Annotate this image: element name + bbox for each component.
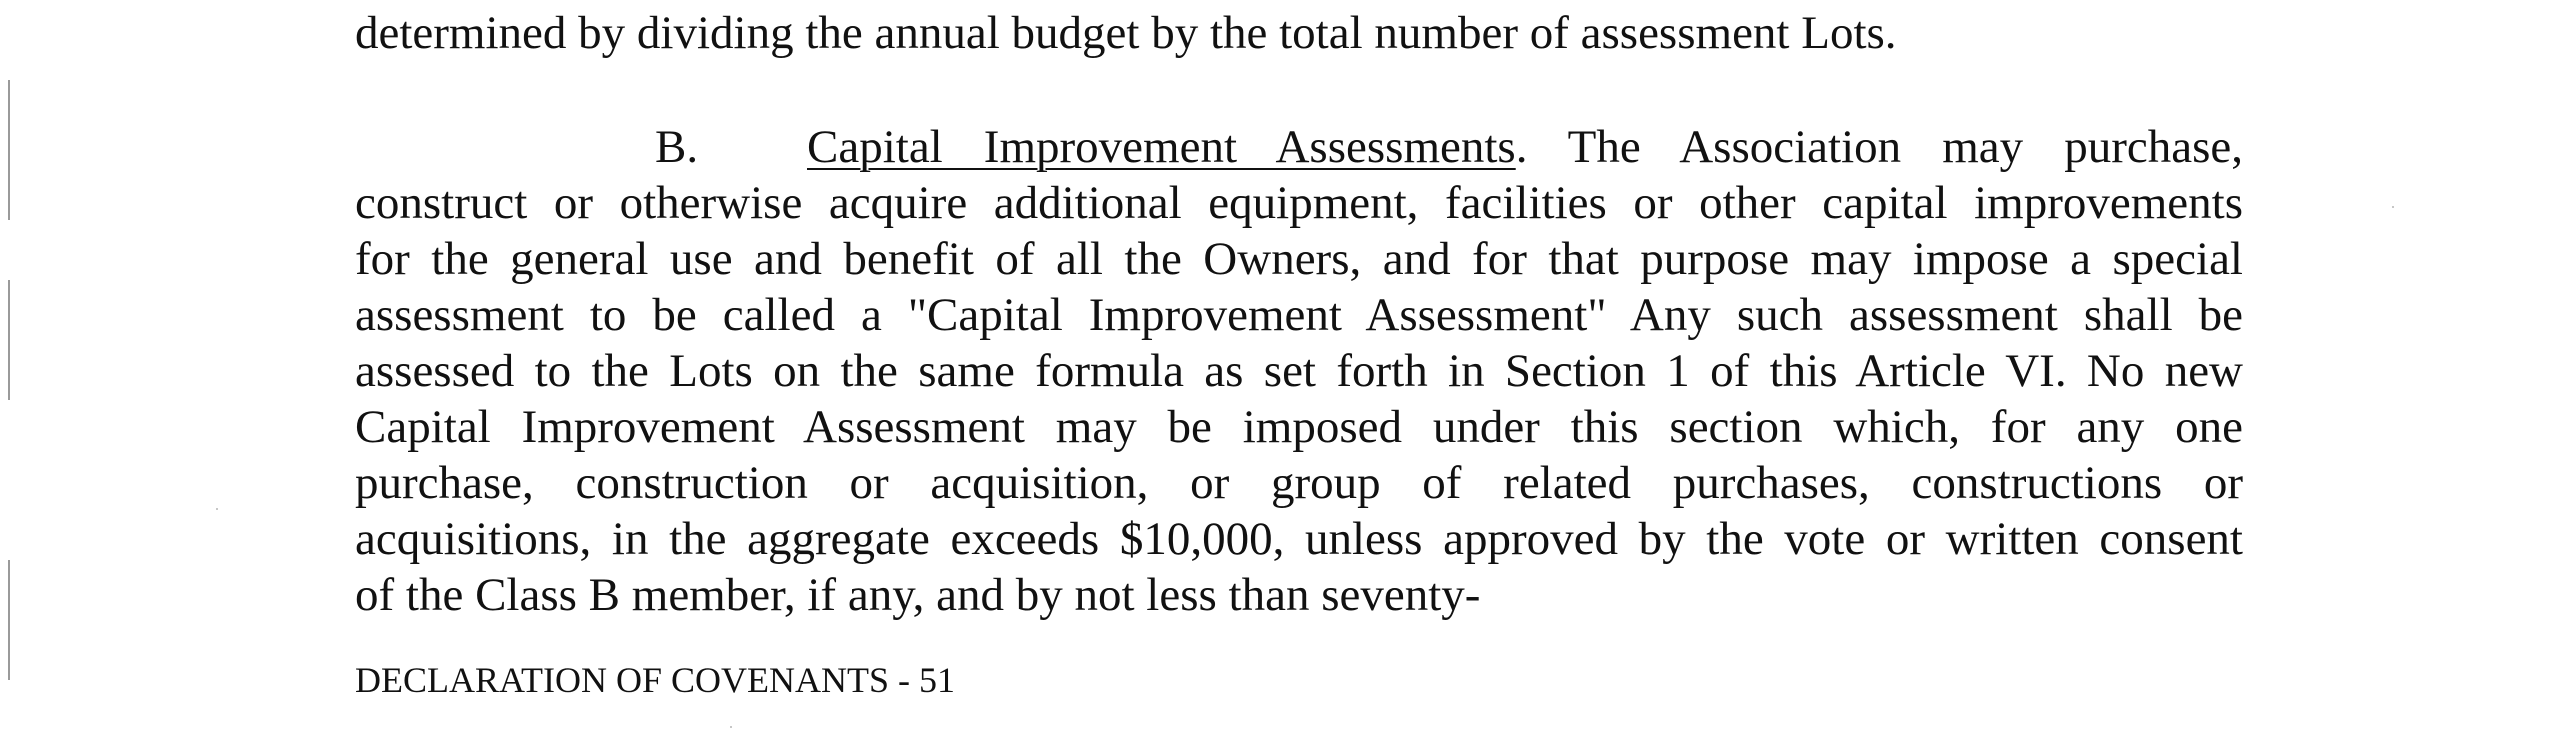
scan-edge-mark <box>8 560 10 680</box>
body-line: assessment to be called a "Capital Improvement Assessment" Any such assessment shall be <box>355 289 2243 341</box>
body-line: purchase, construction or acquisition, or group of related purchases, constructions or <box>355 457 2243 509</box>
scan-speck <box>2392 206 2394 208</box>
body-line: for the general use and benefit of all the Owners, and for that purpose may impose a special <box>355 233 2243 285</box>
body-line: construct or otherwise acquire additional equipment, facilities or other capital improvements <box>355 177 2243 229</box>
page-footer: DECLARATION OF COVENANTS - 51 <box>355 660 955 700</box>
scan-edge-mark <box>8 280 10 400</box>
body-line: Capital Improvement Assessment may be imposed under this section which, for any one <box>355 401 2243 453</box>
section-heading-rest <box>807 119 2243 175</box>
body-line: assessed to the Lots on the same formula as set forth in Section 1 of this Article VI. No new <box>355 345 2243 397</box>
section-heading-tail: . The Association may purchase, <box>1515 121 2243 173</box>
opening-line: determined by dividing the annual budget by the total number of assessment Lots. <box>355 7 1897 59</box>
scan-speck <box>730 726 732 728</box>
scan-speck <box>216 508 218 510</box>
body-line: acquisitions, in the aggregate exceeds $10,000, unless approved by the vote or written consent <box>355 513 2243 565</box>
section-letter: B. <box>655 121 699 173</box>
scan-edge-mark <box>8 80 10 220</box>
section-heading: Capital Improvement Assessments <box>807 121 1516 173</box>
body-last-line: of the Class B member, if any, and by not less than seventy- <box>355 569 1481 621</box>
